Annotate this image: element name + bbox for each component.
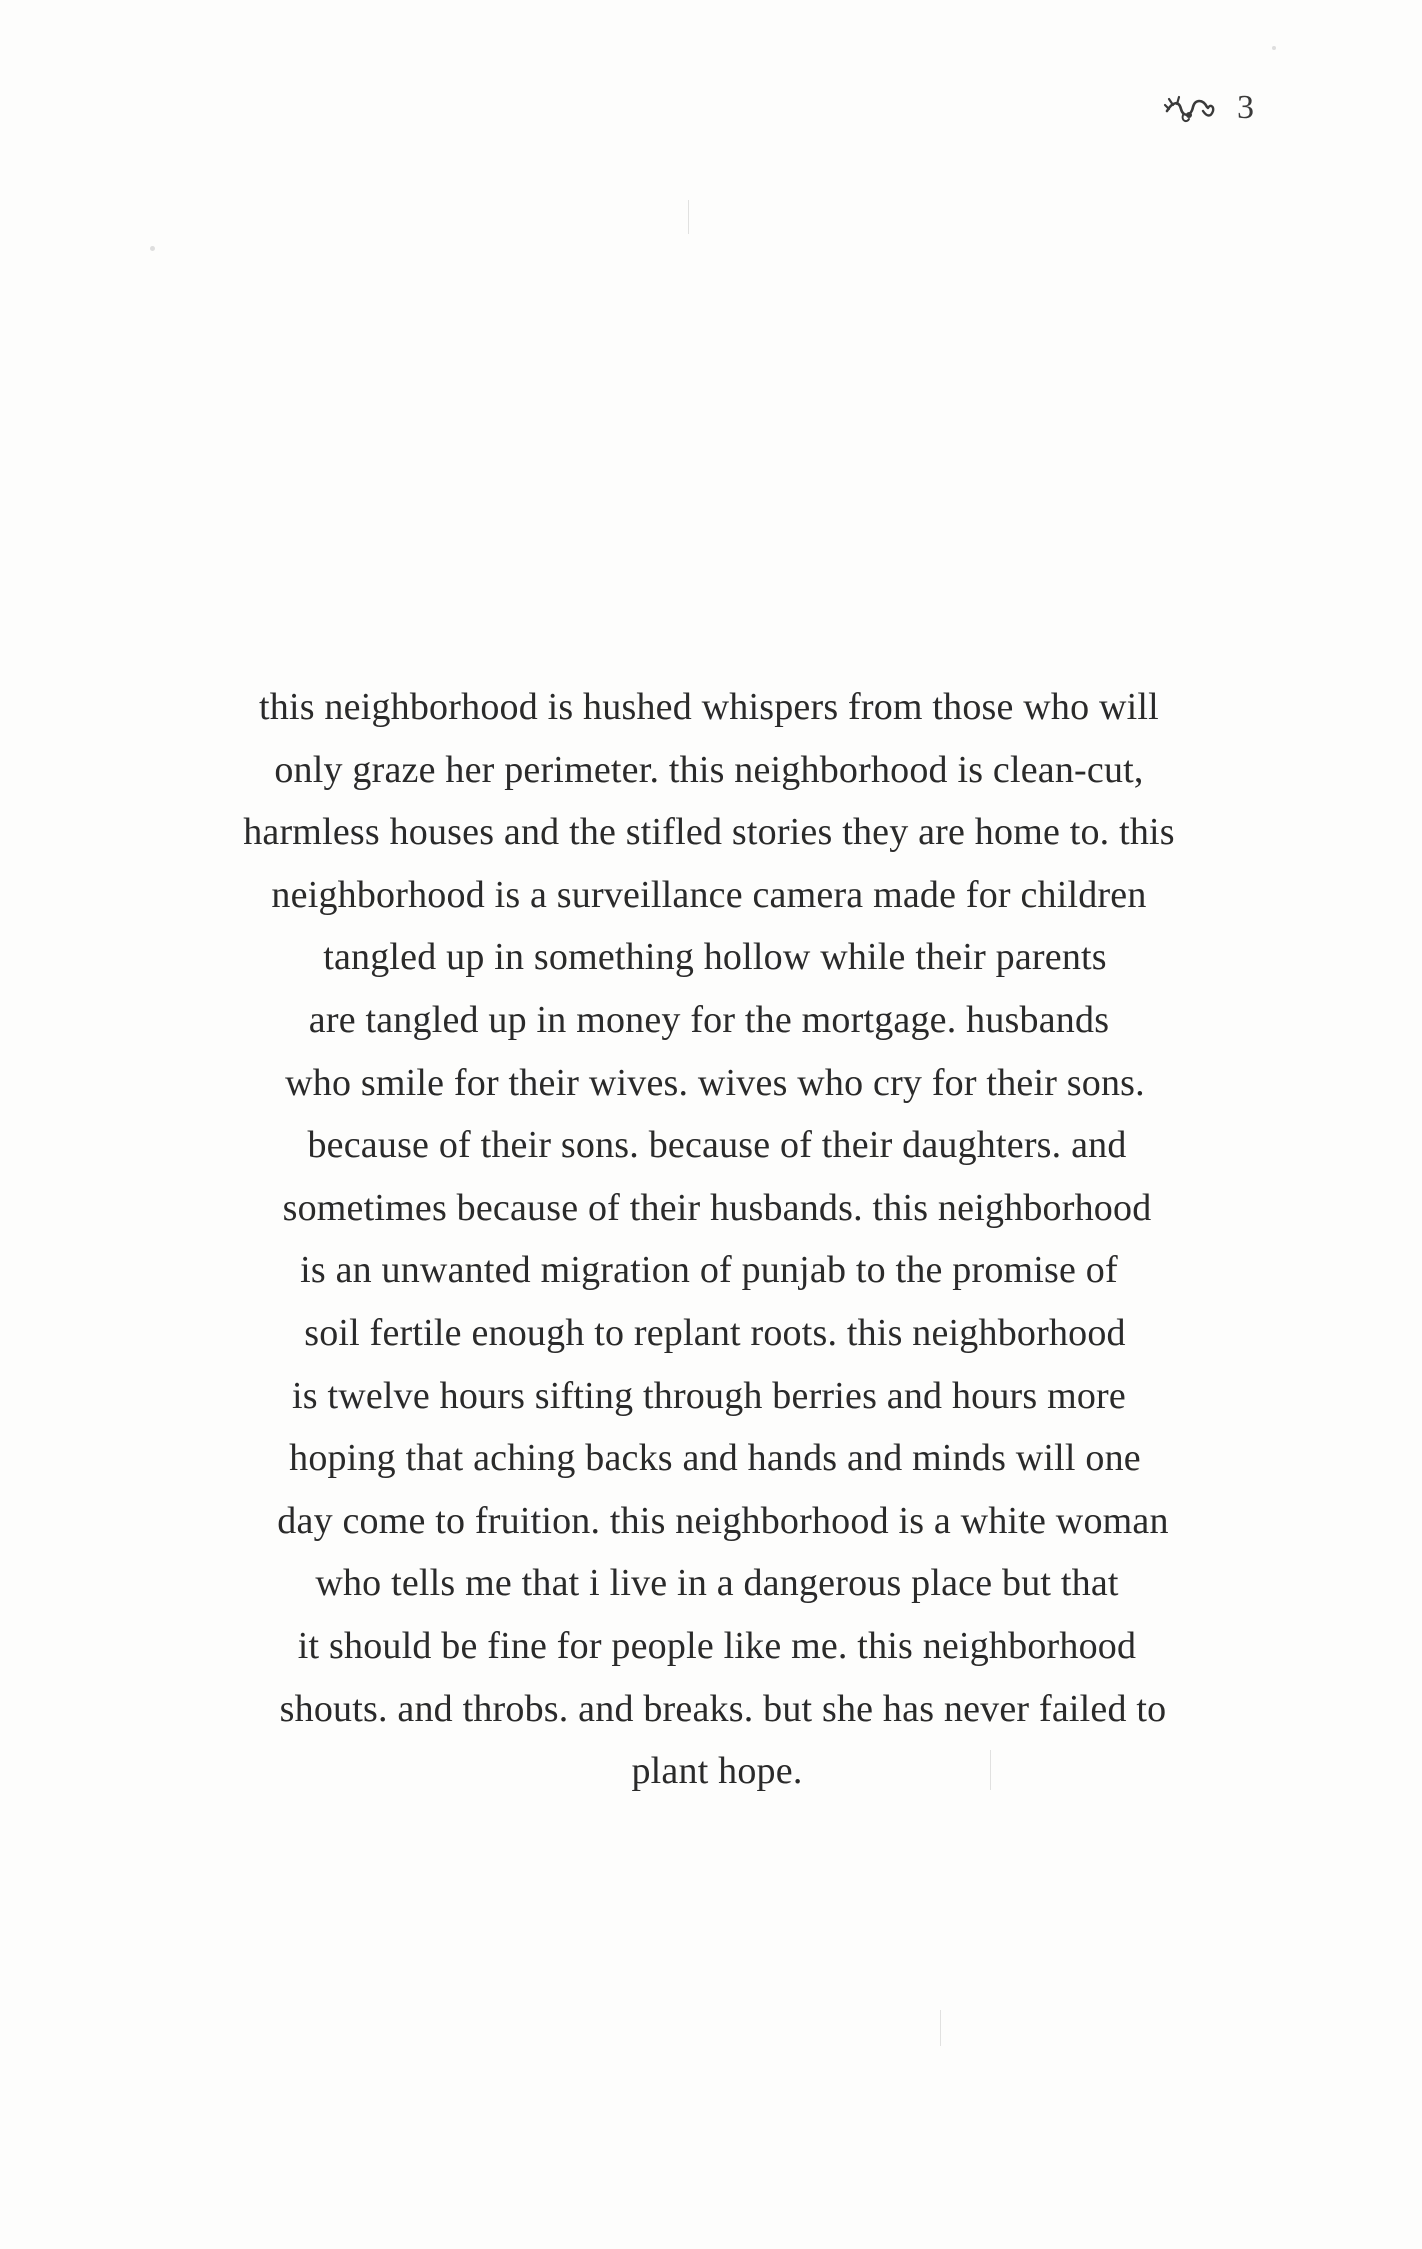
poem-line: soil fertile enough to replant roots. this neighborhood — [304, 1311, 1126, 1354]
poem-line: harmless houses and the stifled stories they are home to. this — [243, 811, 1175, 854]
poem-line: sometimes because of their husbands. this neighborhood — [282, 1186, 1152, 1229]
poem-line: who smile for their wives. wives who cry for their sons. — [285, 1061, 1145, 1104]
poem-line: day come to fruition. this neighborhood is a white woman — [277, 1499, 1169, 1542]
poem-line: plant hope. — [631, 1750, 803, 1793]
scan-speck — [150, 246, 155, 251]
poem-block — [0, 676, 1422, 1803]
poem-line: shouts. and throbs. and breaks. but she has never failed to — [279, 1687, 1167, 1730]
poem-line: hoping that aching backs and hands and minds will one — [289, 1437, 1141, 1480]
poem-line: is an unwanted migration of punjab to the promise of — [300, 1249, 1118, 1292]
page-number: 3 — [1237, 89, 1254, 126]
floral-ornament-icon — [1163, 91, 1215, 125]
poem-line: is twelve hours sifting through berries and hours more — [292, 1374, 1126, 1417]
poem-line: are tangled up in money for the mortgage. husbands — [308, 998, 1110, 1041]
poem-line: tangled up in something hollow while their parents — [323, 936, 1107, 979]
poem-line: this neighborhood is hushed whispers from those who will — [259, 686, 1159, 728]
running-header — [1163, 88, 1254, 128]
poem-line: who tells me that i live in a dangerous place but that — [315, 1562, 1119, 1605]
poem-line: only graze her perimeter. this neighborhood is clean-cut, — [274, 748, 1144, 791]
scan-speck — [1272, 46, 1276, 50]
poem-line: it should be fine for people like me. this neighborhood — [297, 1624, 1137, 1667]
poem-line: because of their sons. because of their daughters. and — [307, 1124, 1127, 1167]
poem-line: neighborhood is a surveillance camera made for children — [271, 873, 1147, 916]
scan-scratch — [940, 2010, 941, 2046]
scan-scratch — [688, 200, 689, 234]
